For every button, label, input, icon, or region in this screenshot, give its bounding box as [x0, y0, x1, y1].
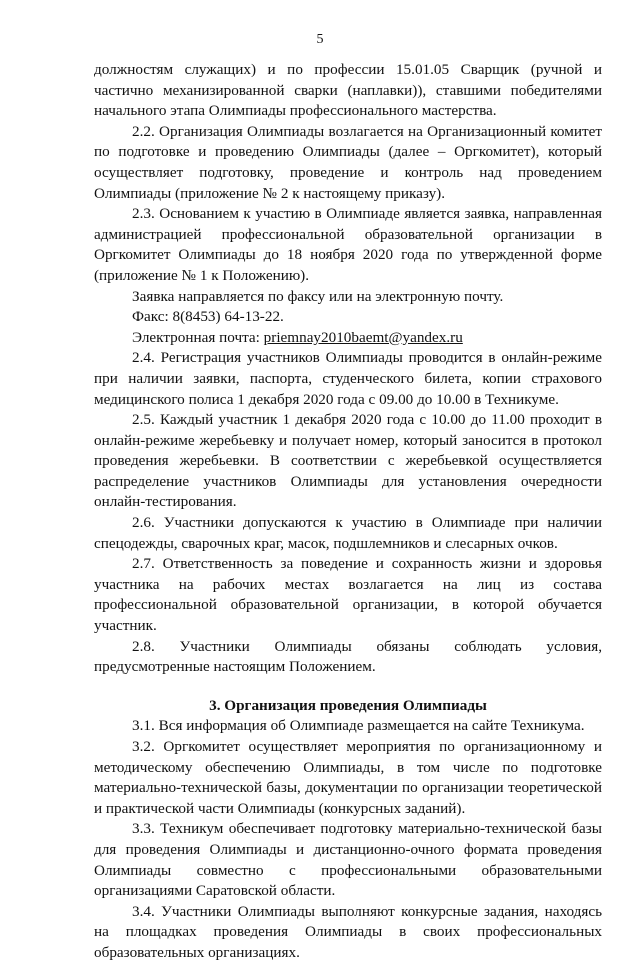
paragraph-2-8: 2.8. Участники Олимпиады обязаны соблюдать условия, предусмотренные настоящим Положением. [94, 637, 602, 676]
page-number: 5 [316, 32, 324, 47]
paragraph-3-4: 3.4. Участники Олимпиады выполняют конкурсные задания, находясь на площадках проведения Олимпиады в своих профессиональных образовательных организациях. [94, 902, 602, 961]
paragraph-fax: Факс: 8(8453) 64-13-22. [132, 308, 284, 326]
paragraph-2-3: 2.3. Основанием к участию в Олимпиаде является заявка, направленная администрацией профессиональной образовательной организации в Оргкомитет Олимпиады до 18 ноября 2020 года по утвержденной форме (приложение № 1 к Положению). [94, 205, 602, 284]
document-body [94, 60, 602, 964]
paragraph-2-7: 2.7. Ответственность за поведение и сохранность жизни и здоровья участника на рабочих местах возлагается на лиц из состава профессиональной образовательной организации, в которой обучается участник. [94, 555, 602, 635]
paragraph-3-2: 3.2. Оргкомитет осуществляет мероприятия по организационному и методическому обеспечению Олимпиады, в том числе по подготовке материально-технической базы, документации по организации теоретической и практической части Олимпиады (конкурсных заданий). [94, 738, 602, 817]
paragraph-email [94, 328, 602, 349]
paragraph-2-2: 2.2. Организация Олимпиады возлагается на Организационный комитет по подготовке и проведению Олимпиады (далее – Оргкомитет), который осуществляет подготовку, проведение и контроль над проведением Олимпиады (приложение № 2 к настоящему приказу). [94, 122, 602, 202]
paragraph-2-4: 2.4. Регистрация участников Олимпиады проводится в онлайн-режиме при наличии заявки, паспорта, студенческого билета, копии страхового медицинского полиса 1 декабря 2020 года с 09.00 до 10.00 в Техникуме. [94, 349, 602, 408]
paragraph-continuation: должностям служащих) и по профессии 15.01.05 Сварщик (ручной и частично механизированной сварки (наплавки)), ставшими победителями начального этапа Олимпиады профессионального мастерства. [94, 61, 602, 120]
section-3-heading: 3. Организация проведения Олимпиады [209, 696, 487, 714]
paragraph-2-5: 2.5. Каждый участник 1 декабря 2020 года с 10.00 до 11.00 проходит в онлайн-режиме жеребьевку и получает номер, который заносится в протокол проведения жеребьевки. В соответствии с жеребьевкой осуществляется распределение участников Олимпиады для установления очередности онлайн-тестирования. [94, 411, 602, 511]
email-link[interactable]: priemnay2010baemt@yandex.ru [263, 328, 463, 346]
paragraph-2-6: 2.6. Участники допускаются к участию в Олимпиаде при наличии спецодежды, сварочных краг, масок, подшлемников и слесарных очков. [94, 514, 602, 552]
email-label: Электронная почта: [132, 328, 264, 346]
paragraph-application-sending: Заявка направляется по факсу или на электронную почту. [132, 287, 504, 305]
paragraph-3-3: 3.3. Техникум обеспечивает подготовку материально-технической базы для проведения Олимпиады и дистанционно-очного формата проведения Олимпиады совместно с профессиональными образовательными организациями Саратовской области. [94, 820, 602, 900]
paragraph-3-1: 3.1. Вся информация об Олимпиаде размещается на сайте Техникума. [132, 717, 585, 735]
